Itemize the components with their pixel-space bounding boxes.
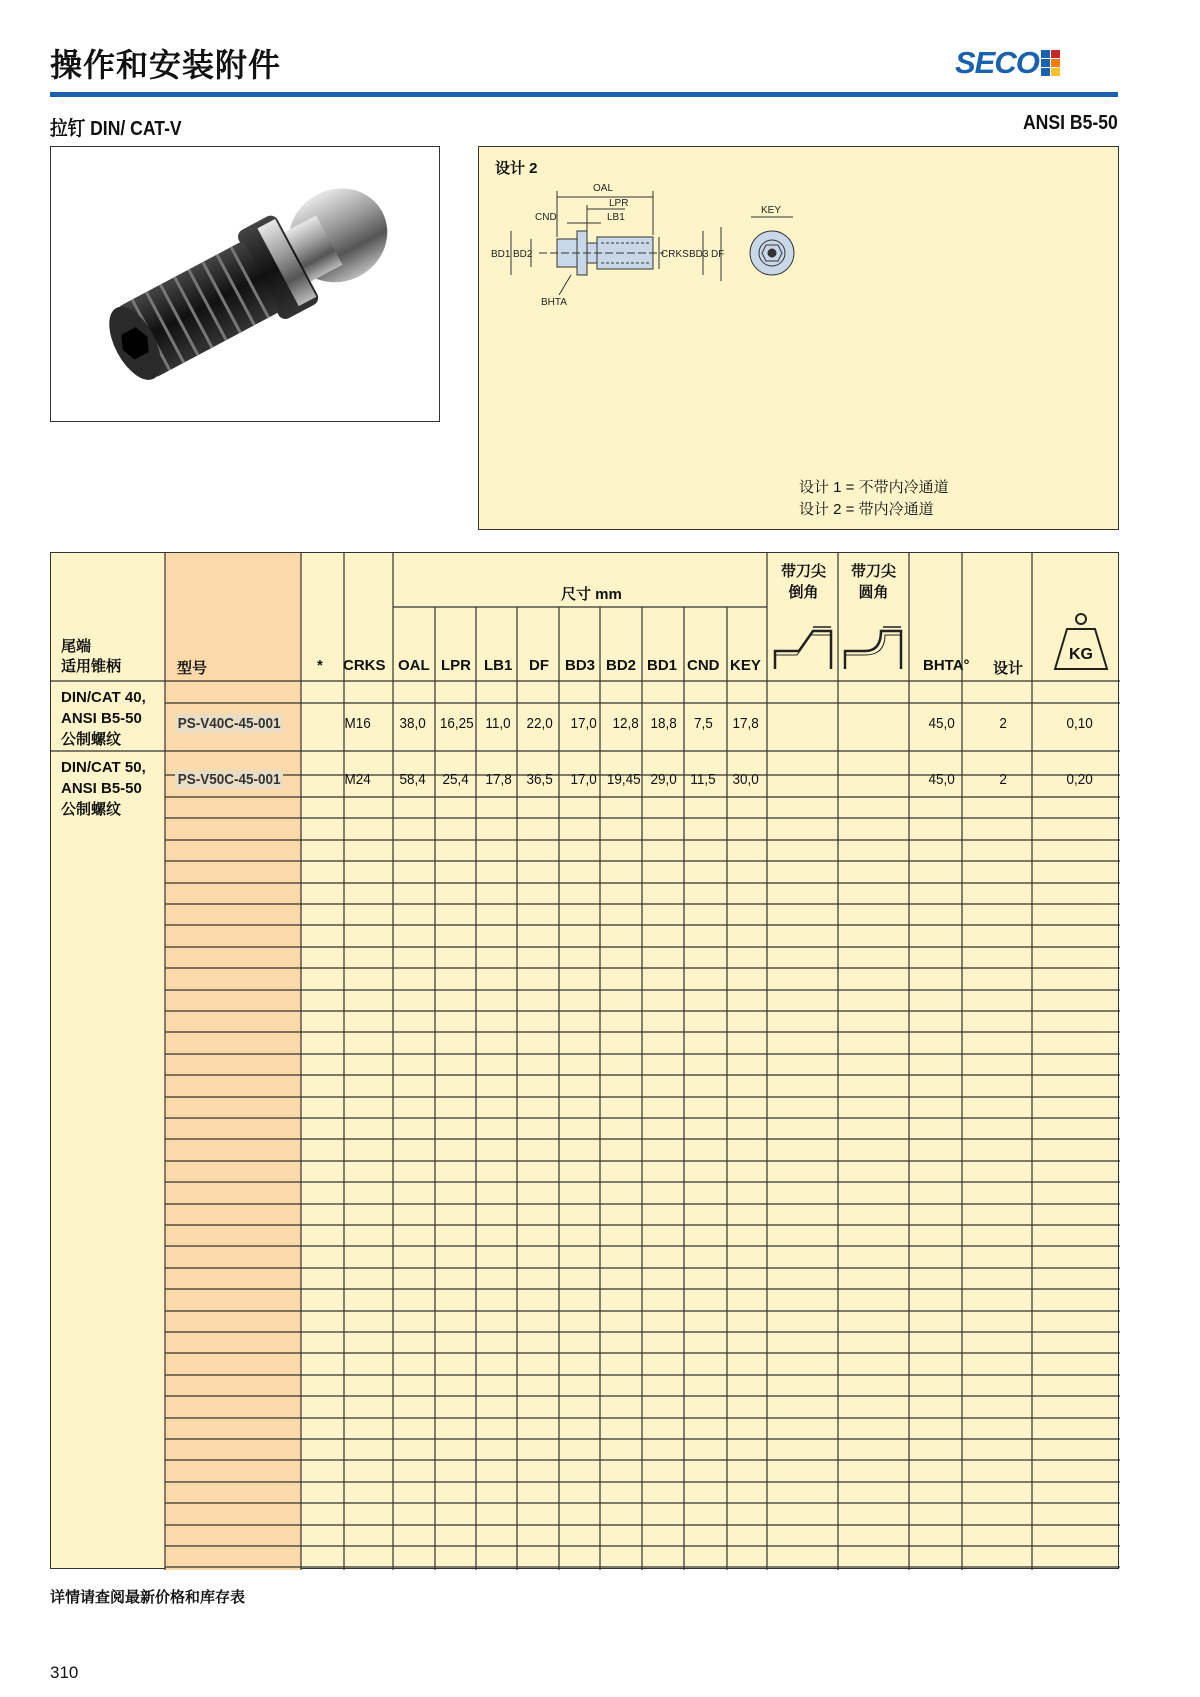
header-shank-line2: 适用锥柄: [61, 658, 122, 675]
header-radius-line1: 带刀尖: [851, 563, 897, 580]
cell-key: 30,0: [732, 771, 759, 788]
weight-icon: [1053, 611, 1109, 673]
header-bd1: BD1: [647, 657, 678, 674]
logo-color-squares-icon: [1041, 50, 1061, 76]
cell-lpr: 16,25: [439, 715, 474, 732]
header-bhta: BHTA°: [923, 657, 970, 674]
label-lb1: LB1: [607, 212, 625, 223]
header-model: 型号: [177, 660, 208, 677]
label-df: DF: [711, 249, 725, 260]
group-cat40-line3: 公制螺纹: [61, 731, 122, 748]
page-number: 310: [50, 1663, 79, 1682]
cell-key: 17,8: [732, 715, 759, 732]
spec-table: [50, 552, 1119, 1569]
product-photo: [50, 146, 440, 422]
header-df: DF: [529, 657, 549, 674]
cell-cnd: 11,5: [690, 771, 716, 788]
cell-bhta: 45,0: [928, 715, 955, 732]
label-key: KEY: [761, 205, 782, 216]
header-shank: [61, 637, 121, 677]
label-bhta: BHTA: [541, 297, 567, 307]
cell-kg: 0,10: [1066, 715, 1093, 732]
header-chamfer: [781, 561, 826, 603]
corner-radius-icon: [843, 617, 903, 671]
header-radius: [851, 561, 896, 603]
header-key: KEY: [730, 657, 761, 674]
group-cat50-line3: 公制螺纹: [61, 801, 122, 818]
header-lpr: LPR: [441, 657, 471, 674]
cell-crks: M16: [344, 715, 371, 732]
group-label-cat50: [61, 757, 146, 820]
header-cnd: CND: [687, 657, 720, 674]
group-label-cat40: [61, 687, 146, 750]
label-crks: CRKS: [661, 249, 689, 260]
header-chamfer-line2: 倒角: [788, 584, 819, 601]
cell-crks: M24: [344, 771, 371, 788]
group-cat50-line1: DIN/CAT 50,: [61, 759, 146, 776]
model-code-link[interactable]: [175, 771, 283, 788]
legend-line-2: 设计 2 = 带内冷通道: [799, 501, 934, 518]
label-lpr: LPR: [609, 198, 629, 209]
header-chamfer-line1: 带刀尖: [781, 563, 827, 580]
design-legend: [799, 477, 949, 521]
cell-bd3: 17,0: [570, 771, 597, 788]
header-radius-line2: 圆角: [858, 584, 889, 601]
logo-wordmark: SECO: [955, 45, 1039, 80]
header-rule: [50, 92, 1118, 97]
group-cat40-line2: ANSI B5-50: [61, 710, 142, 727]
footnote: 详情请查阅最新价格和库存表: [50, 1589, 246, 1606]
cell-bd3: 17,0: [570, 715, 597, 732]
header-bd3: BD3: [565, 657, 596, 674]
design-label: 设计 2: [495, 160, 538, 177]
cell-oal: 38,0: [399, 715, 426, 732]
technical-drawing-panel: [478, 146, 1119, 530]
header-dims-group: 尺寸 mm: [561, 586, 622, 603]
dimension-drawing: [489, 177, 809, 307]
cell-lpr: 25,4: [442, 771, 469, 788]
header-lb1: LB1: [484, 657, 513, 674]
cell-bd2: 19,45: [606, 771, 641, 788]
pull-stud-image: [51, 147, 439, 421]
group-cat40-line1: DIN/CAT 40,: [61, 689, 146, 706]
chamfer-icon: [773, 617, 833, 671]
cell-design: 2: [999, 771, 1007, 788]
table-grid: [51, 553, 1120, 1570]
label-bd3: BD3: [689, 249, 709, 260]
label-bd2: BD2: [513, 249, 533, 260]
cell-bd1: 18,8: [650, 715, 677, 732]
label-bd1: BD1: [491, 249, 511, 260]
standard-label: ANSI B5-50: [1023, 112, 1118, 134]
weight-label: KG: [1069, 646, 1093, 663]
header-design: 设计: [993, 660, 1024, 677]
cell-df: 22,0: [526, 715, 553, 732]
cell-bd1: 29,0: [650, 771, 677, 788]
model-code[interactable]: PS-V50C-45-001: [175, 770, 283, 789]
cell-cnd: 7,5: [694, 715, 713, 732]
section-subtitle: 拉钉 DIN/ CAT-V: [50, 118, 182, 140]
cell-design: 2: [999, 715, 1007, 732]
model-code[interactable]: PS-V40C-45-001: [175, 714, 283, 733]
header-oal: OAL: [398, 657, 430, 674]
header-bd2: BD2: [606, 657, 637, 674]
cell-df: 36,5: [526, 771, 553, 788]
cell-lb1: 17,8: [485, 771, 512, 788]
cell-oal: 58,4: [399, 771, 426, 788]
header-crks: CRKS: [343, 657, 386, 674]
legend-line-1: 设计 1 = 不带内冷通道: [799, 479, 949, 496]
seco-logo: [955, 46, 1061, 80]
header-star: *: [317, 657, 323, 674]
page-title: 操作和安装附件: [50, 46, 282, 84]
group-cat50-line2: ANSI B5-50: [61, 780, 142, 797]
label-cnd: CND: [535, 212, 557, 223]
header-shank-line1: 尾端: [61, 638, 92, 655]
model-code-link[interactable]: [175, 715, 283, 732]
cell-lb1: 11,0: [485, 715, 511, 732]
cell-bhta: 45,0: [928, 771, 955, 788]
label-oal: OAL: [593, 183, 614, 194]
cell-kg: 0,20: [1066, 771, 1093, 788]
cell-bd2: 12,8: [612, 715, 639, 732]
